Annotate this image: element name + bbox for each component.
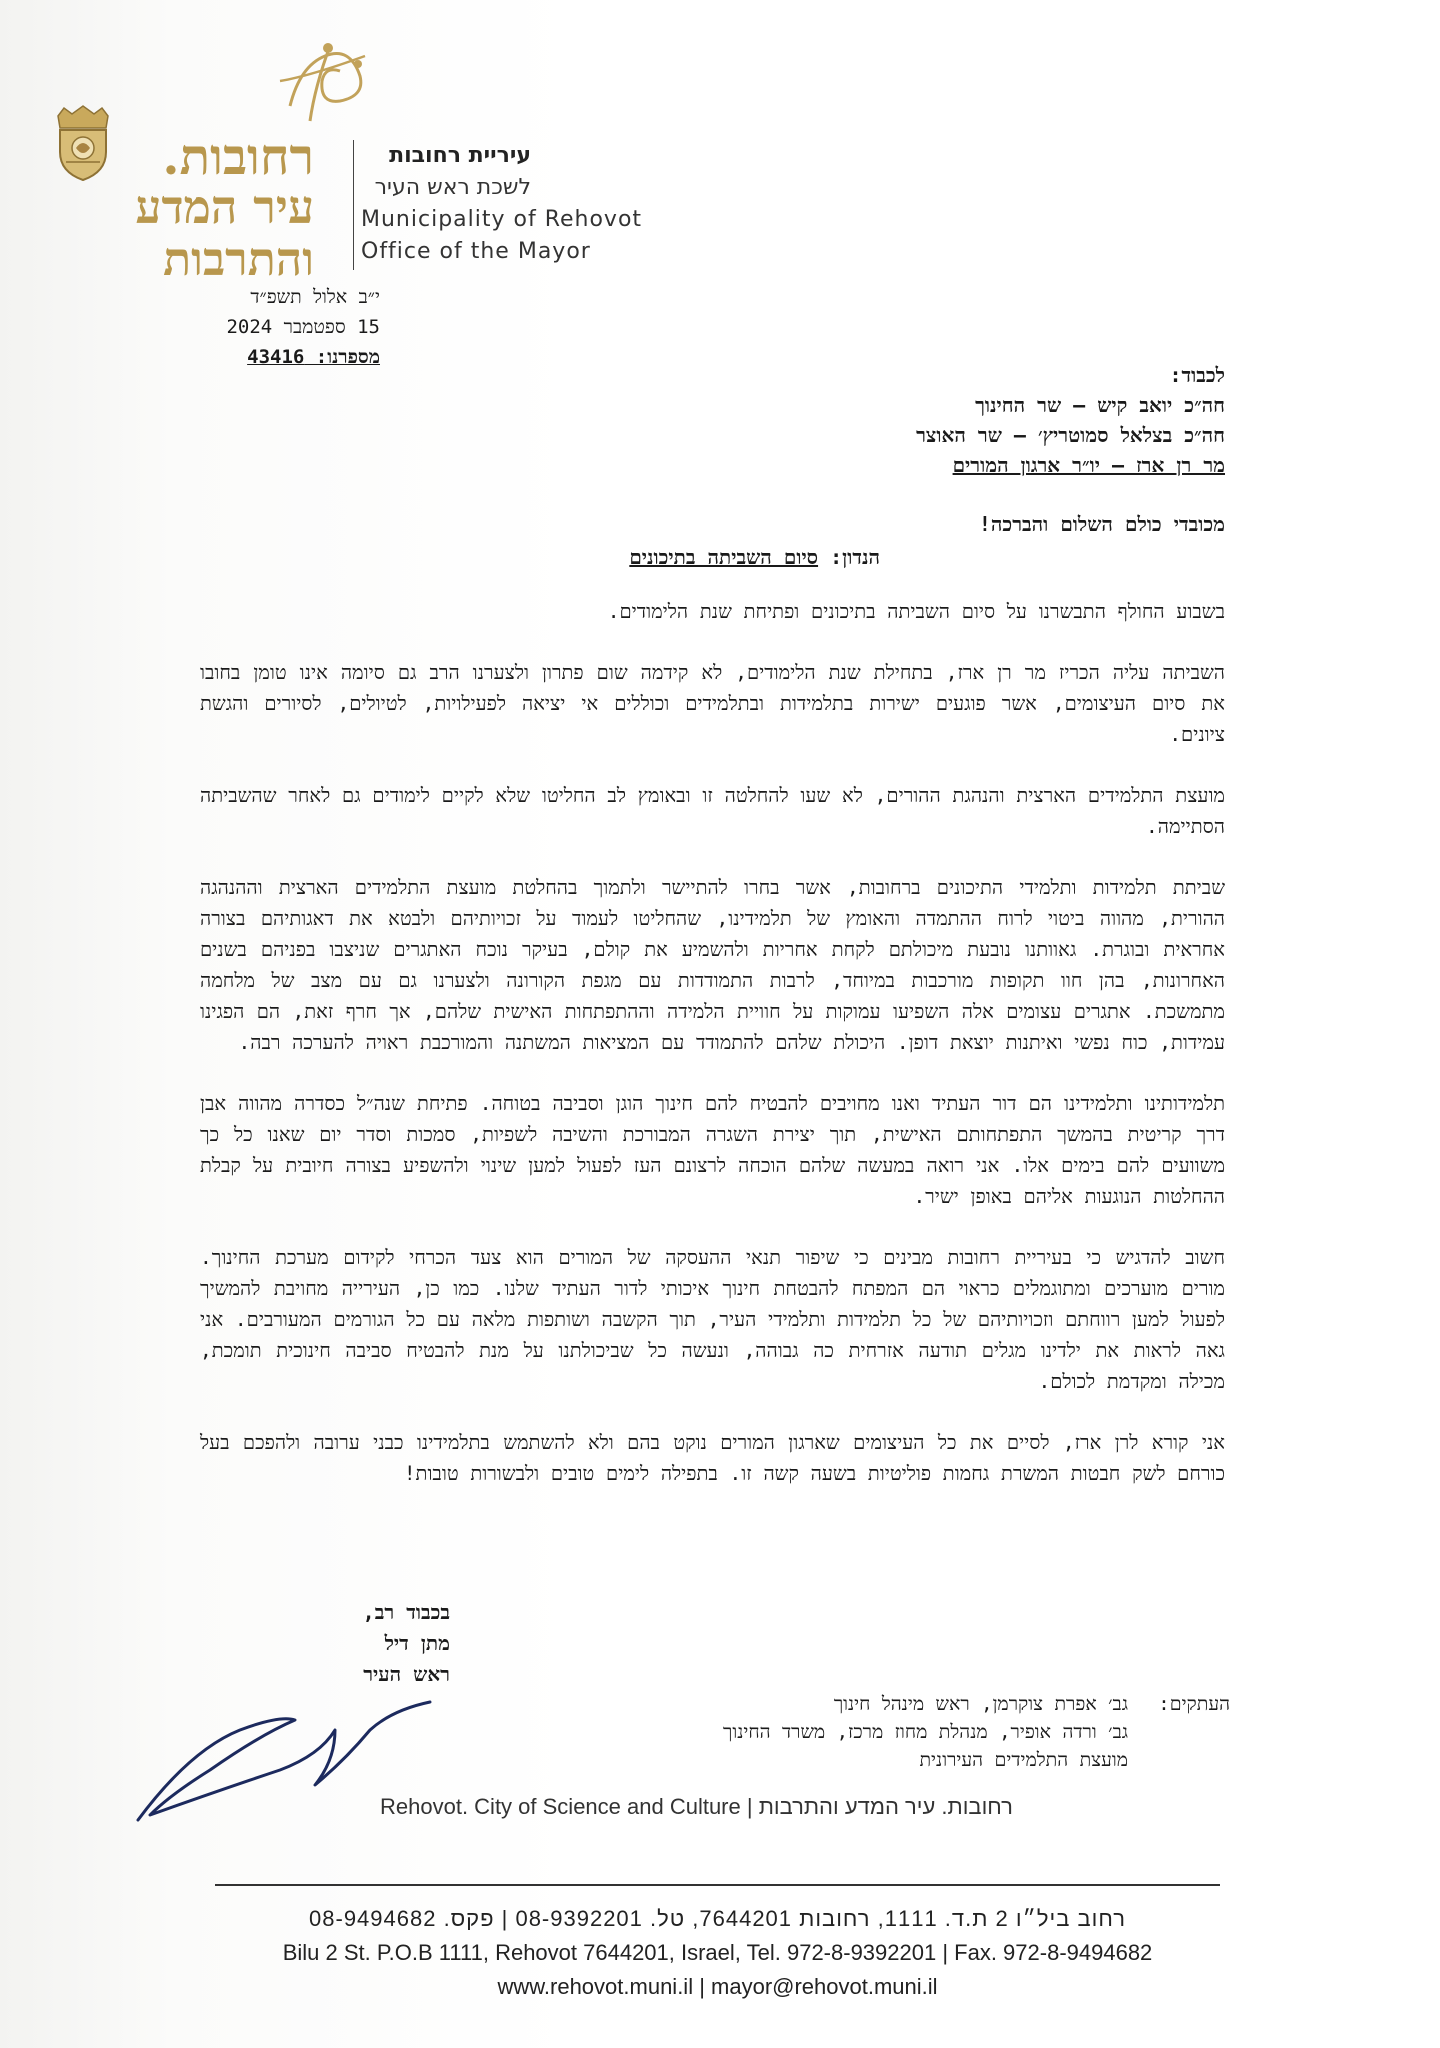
addressee-block <box>525 360 1225 480</box>
addressee-line: חה״כ יואב קיש – שר החינוך <box>975 393 1225 417</box>
signoff-closing: בכבוד רב, <box>362 1600 450 1624</box>
logo-line-1: רחובות. <box>162 127 314 186</box>
addressee-line: חה״כ בצלאל סמוטריץ׳ – שר האוצר <box>916 423 1225 447</box>
body-paragraph: השביתה עליה הכריז מר רן ארז, בתחילת שנת הלימודים, לא קידמה שום פתרון ולצערנו הרב גם סיומה אינו טומן בחובו את סיום העיצומים, אשר פוגעים ישירות בתלמידות ובתלמידים וכוללים אי יציאה לפעילויות, לטיולים, לסיורים והגשת ציונים. <box>200 661 1225 746</box>
office-header <box>361 140 642 268</box>
body-paragraph: שביתת תלמידות ותלמידי התיכונים ברחובות, אשר בחרו להתיישר ולתמוך בהחלטת מועצת התלמידים הארצית וההנהגה ההורית, מהווה ביטוי לרוח ההתמדה והאומץ של תלמידינו, שהחליטו לעמוד על זכויותיהם ולבטא את דאגותיהם בצורה אחראית ובוגרת. גאוותנו נובעת מיכולתם לקחת אחריות ולהשמיע את קולם, בעיקר נוכח האתגרים שניצבו בפניהם בשנים האחרונות, בהן חוו תקופות מורכבות במיוחד, לרבות התמודדות עם מגפת הקורונה ולצערנו גם עם מצב של מלחמה מתמשכת. אתגרים עצומים אלה השפיעו עמוקות על חוויית הלמידה וההתפתחות האישית שלהם, אך חרף זאת, הם הפגינו עמידות, כוח נפשי ואיתנות יוצאת דופן. היכולת שלהם להתמודד עם המציאות המשתנה והמורכבת ראויה להערכה רבה. <box>200 876 1225 1054</box>
office-he: לשכת ראש העיר <box>374 175 531 200</box>
footer <box>215 1902 1220 2004</box>
addressee-label: לכבוד: <box>1169 363 1225 387</box>
body-paragraph: חשוב להדגיש כי בעיריית רחובות מבינים כי שיפור תנאי ההעסקה של המורים הוא צעד הכרחי לקידום מערכת החינוך. מורים מוערכים ומתוגמלים כראוי הם המפתח להבטחת חינוך איכותי לדור העתיד שלנו. כמו כן, העירייה מחויבת להמשיך לפעול למען רווחתם וזכויותיהם של כל תלמידות ותלמידי העיר, תוך הקשבה ושותפות מלאה עם כל הגורמים המעורבים. אני גאה לראות את ילדינו מגלים תודעה אזרחית כה גבוהה, ונעשה כל שביכולתנו על מנת להבטיח סביבה חינוכית תומכת, מכילה ומקדמת לכולם. <box>200 1246 1225 1393</box>
greeting: מכובדי כולם השלום והברכה! <box>978 512 1225 536</box>
cc-block <box>600 1690 1230 1774</box>
signer-name: מתן דיל <box>384 1631 450 1655</box>
logo-line-2: עיר המדע <box>135 180 314 234</box>
body-paragraph: מועצת התלמידים הארצית והנהגת ההורים, לא שעו להחלטה זו ובאומץ לב החליטו שלא לקיים לימודים גם לאחר שהשביתה הסתיימה. <box>200 784 1225 838</box>
footer-address-he: רחוב ביל״ו 2 ת.ד. 1111, רחובות 7644201, טל. 08-9392201 | פקס. 08-9494682 <box>309 1906 1126 1931</box>
cc-recipient: גב׳ ורדה אופיר, מנהלת מחוז מרכז, משרד החינוך <box>723 1721 1128 1743</box>
footer-address-en: Bilu 2 St. P.O.B 1111, Rehovot 7644201, Israel, Tel. 972-8-9392201 | Fax. 972-8-9494682 <box>282 1940 1153 1965</box>
subject-line <box>380 545 880 570</box>
municipality-en: Municipality of Rehovot <box>361 207 643 232</box>
date-block <box>190 282 380 372</box>
header-divider <box>353 140 354 270</box>
logo-flourish-icon <box>270 26 380 136</box>
logo-line-3: והתרבות <box>163 232 314 286</box>
body-paragraph: בשבוע החולף התבשרנו על סיום השביתה בתיכונים ופתיחת שנת הלימודים. <box>607 600 1225 623</box>
subject-label: הנדון: <box>830 545 880 569</box>
hebrew-date: י״ב אלול תשפ״ד <box>250 286 380 308</box>
footer-web: www.rehovot.muni.il | mayor@rehovot.muni.il <box>497 1974 938 1999</box>
cc-recipient: גב׳ אפרת צוקרמן, ראש מינהל חינוך <box>833 1693 1128 1715</box>
body-paragraph: תלמידותינו ותלמידינו הם דור העתיד ואנו מחויבים להבטיח להם חינוך הוגן וסביבה בטוחה. פתיחת שנה״ל כסדרה מהווה אבן דרך קריטית בהמשך התפתחותם האישית, תוך יצירת השגרה המבורכת והשיבה לשפיות, סמכות וסדר יום שאנו כל כך משוועים להם בימים אלו. אני רואה במעשה שלהם הוכחה לרצונם העז לפעול למען שינוי ולהשפיע בצורה חיובית על קבלת ההחלטות הנוגעות אליהם באופן ישיר. <box>200 1092 1225 1208</box>
office-en: Office of the Mayor <box>361 239 591 264</box>
signer-title: ראש העיר <box>363 1662 450 1686</box>
addressee-line: מר רן ארז – יו״ר ארגון המורים <box>952 453 1225 477</box>
gregorian-date: 15 ספטמבר 2024 <box>226 316 380 338</box>
letter-body <box>200 596 1225 1519</box>
city-logo-wordmark <box>52 127 314 288</box>
cc-recipient: מועצת התלמידים העירונית <box>919 1749 1128 1771</box>
reference-number: מספרנו: 43416 <box>247 346 380 368</box>
cc-label: העתקים: <box>1158 1693 1230 1715</box>
municipality-he: עיריית רחובות <box>389 143 531 168</box>
subject-text: סיום השביתה בתיכונים <box>629 545 819 569</box>
signoff-block <box>300 1597 450 1690</box>
city-tagline: Rehovot. City of Science and Culture | רחובות. עיר המדע והתרבות <box>380 1794 1013 1819</box>
footer-divider <box>215 1884 1220 1886</box>
body-paragraph: אני קורא לרן ארז, לסיים את כל העיצומים שארגון המורים נוקט בהם ולא להשתמש בתלמידינו כבני ערובה ולהפכם בעל כורחם לשק חבטות המשרת גחמות פוליטיות בשעה קשה זו. בתפילה לימים טובים ולבשורות טובות! <box>200 1431 1225 1485</box>
